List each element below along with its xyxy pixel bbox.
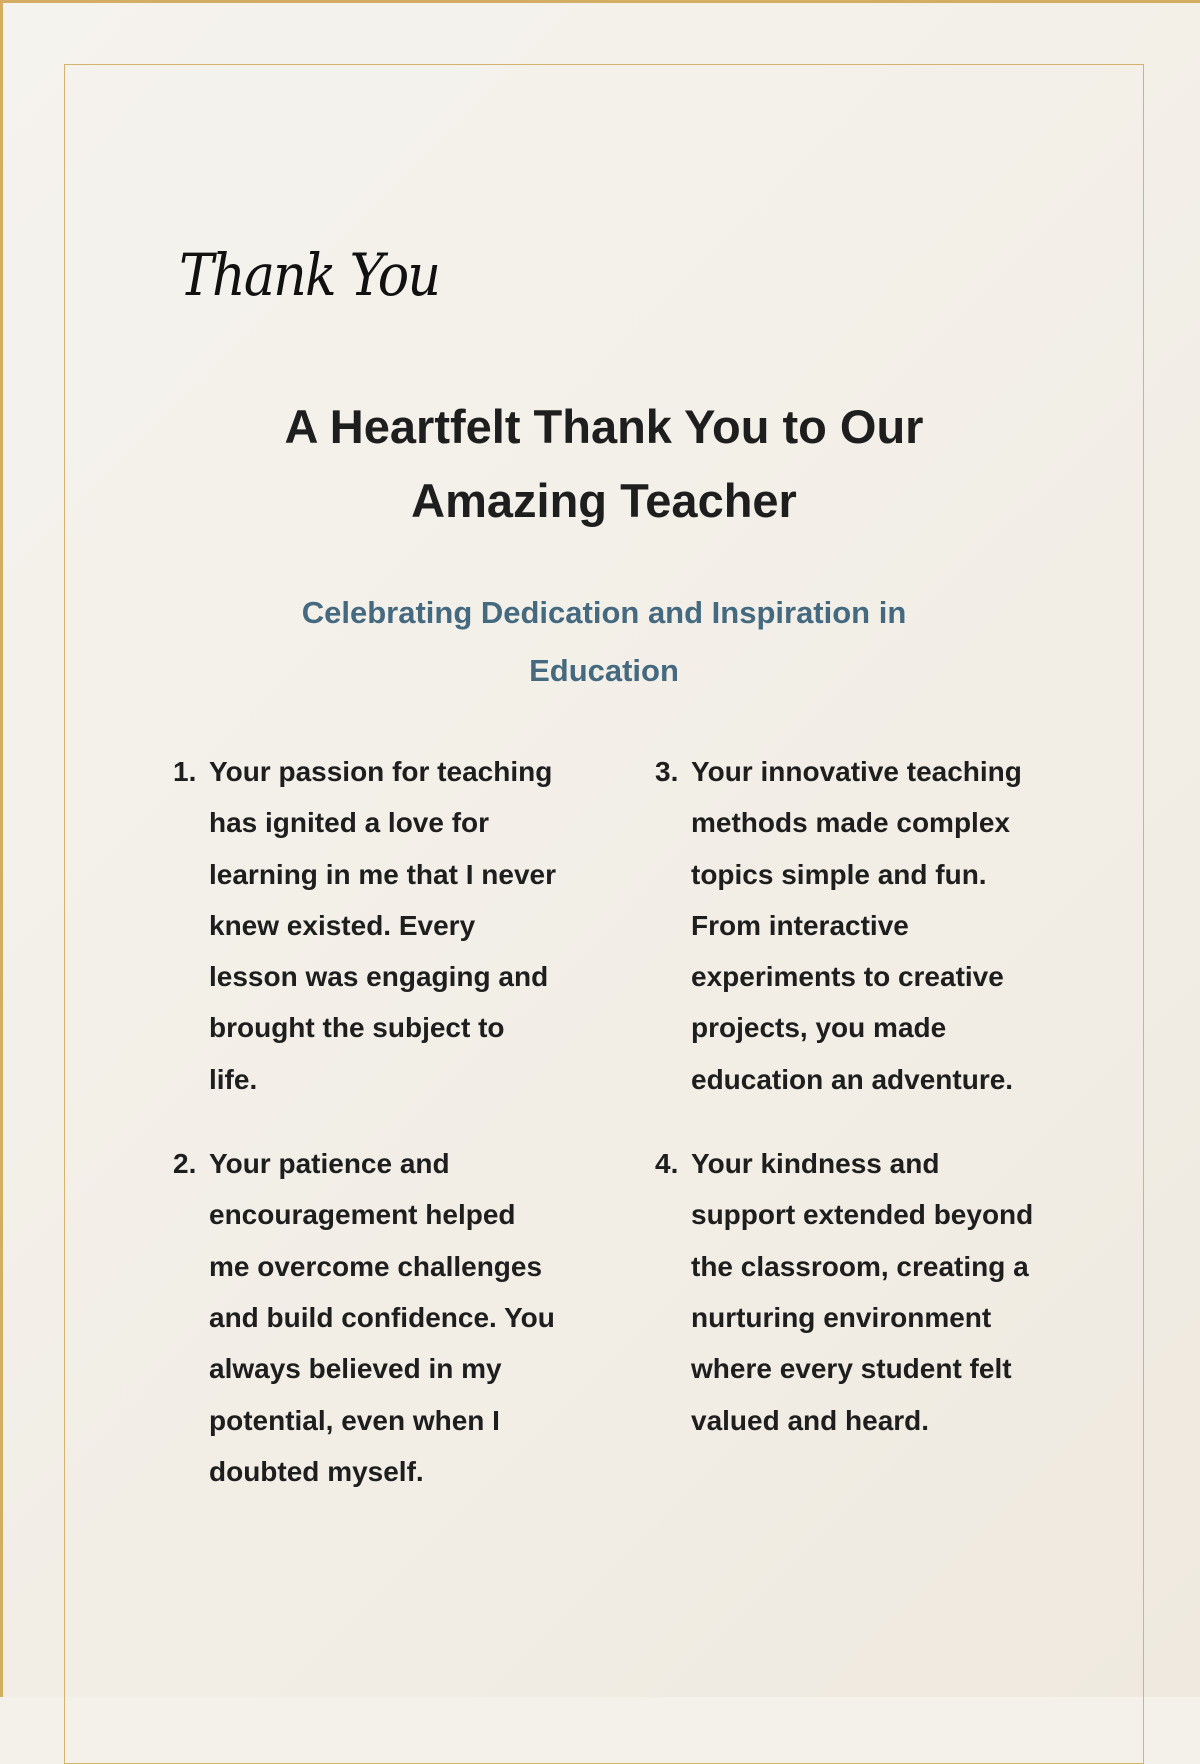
heading-text: A Heartfelt Thank You to Our Amazing Teacher bbox=[284, 400, 924, 527]
list-text: Your patience and encouragement helped me overcome challenges and build confidence. You always believed in my potential, even when I doubted myself. bbox=[209, 1148, 555, 1487]
list-item bbox=[173, 746, 559, 1105]
list-number: 1. bbox=[173, 756, 197, 787]
list-item bbox=[655, 1138, 1041, 1446]
list-number: 3. bbox=[655, 756, 679, 787]
list-item bbox=[655, 746, 1041, 1105]
page-title bbox=[154, 390, 1054, 538]
list-text: Your passion for teaching has ignited a love for learning in me that I never knew existed. Every lesson was engaging and brought the subject to life. bbox=[209, 756, 556, 1095]
list-number: 2. bbox=[173, 1148, 197, 1180]
script-title: Thank You bbox=[179, 241, 440, 309]
subtitle bbox=[204, 584, 1004, 700]
list-column-right bbox=[655, 746, 1095, 1479]
list-number: 4. bbox=[655, 1148, 679, 1180]
list-text: Your innovative teaching methods made complex topics simple and fun. From interactive experiments to creative projects, you made education an adventure. bbox=[691, 756, 1022, 1095]
list-item bbox=[173, 1138, 559, 1497]
list-column-left bbox=[173, 746, 613, 1530]
subtitle-text: Celebrating Dedication and Inspiration in Education bbox=[301, 595, 907, 688]
list-text: Your kindness and support extended beyond the classroom, creating a nurturing environment where every student felt valued and heard. bbox=[691, 1148, 1034, 1436]
